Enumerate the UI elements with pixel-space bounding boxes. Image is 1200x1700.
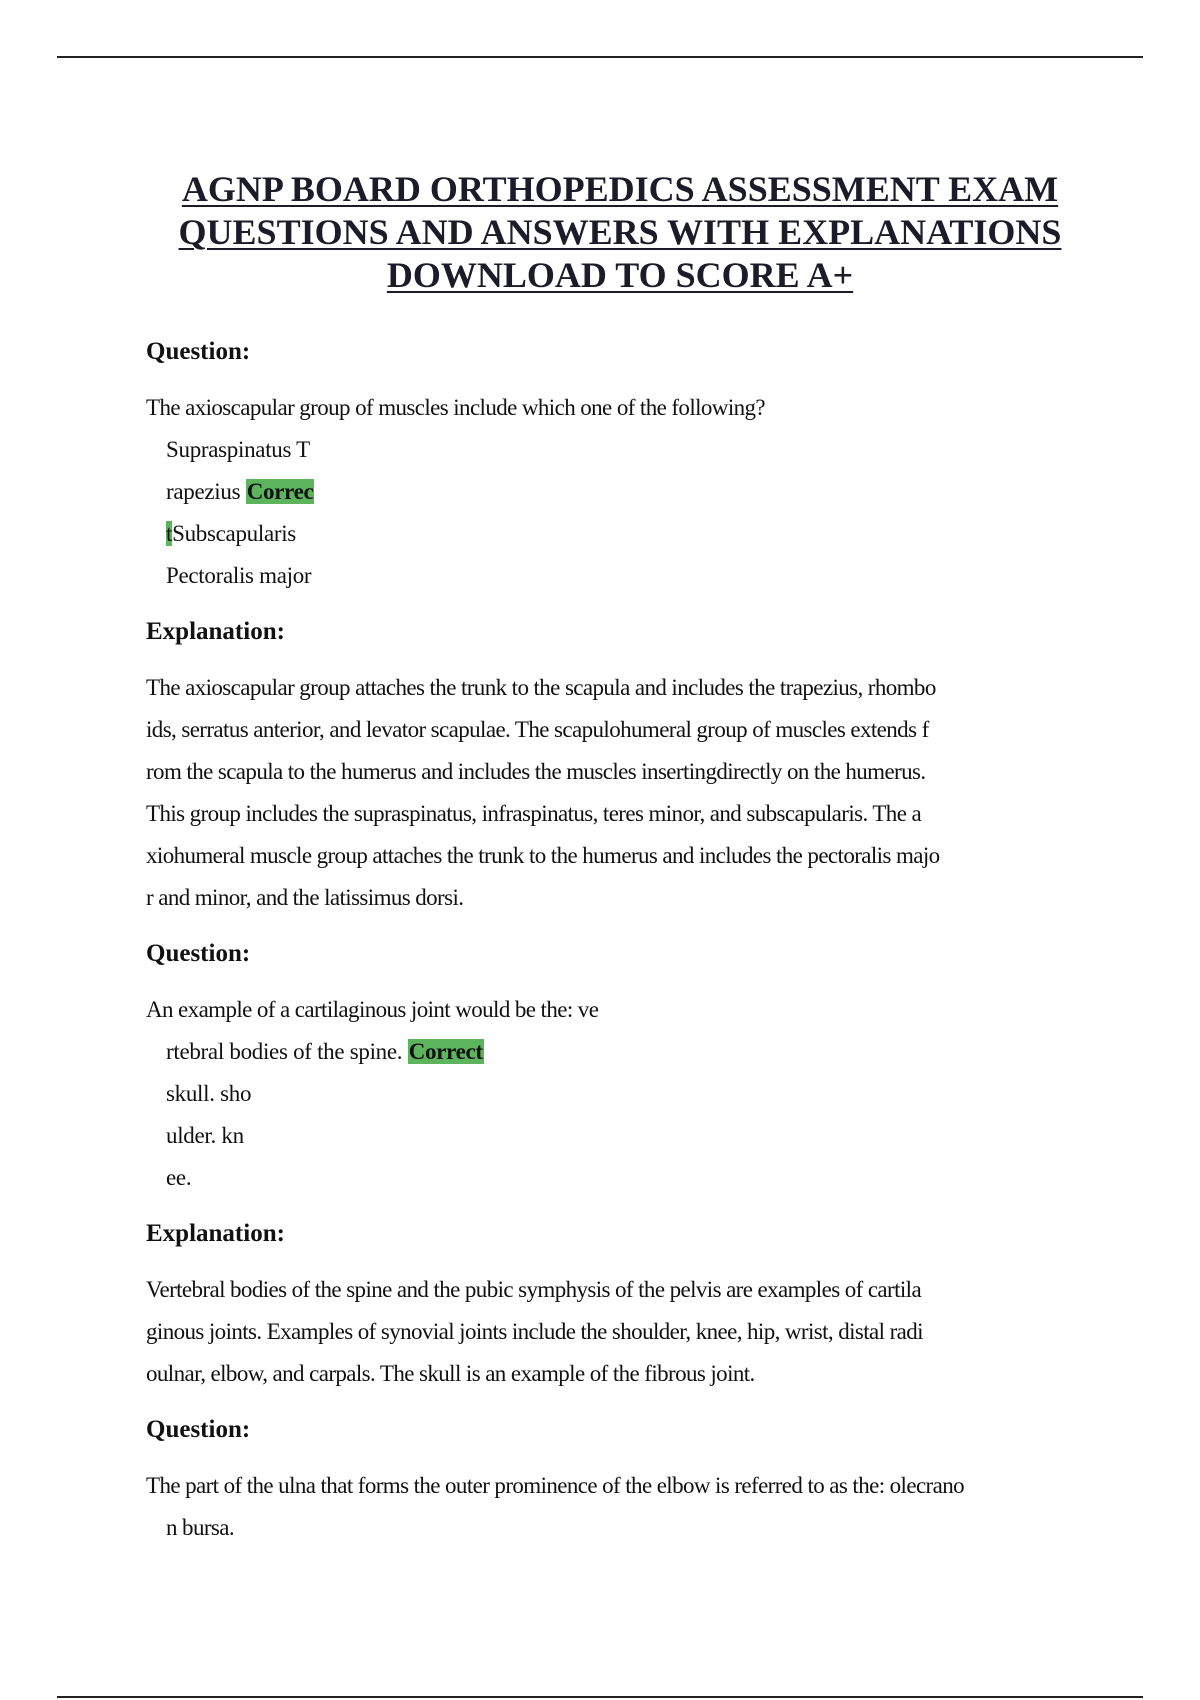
explanation-1-line-2: ids, serratus anterior, and levator scapulae. The scapulohumeral group of muscles extends f (146, 717, 929, 742)
question-heading-3: Question: (146, 1416, 251, 1443)
explanation-1-line-1: The axioscapular group attaches the trunk to the scapula and includes the trapezius, rhombo (146, 675, 936, 700)
top-rule (57, 56, 1143, 58)
document-body (146, 331, 1086, 1549)
question-1-option-2 (146, 471, 1086, 513)
title-line-1: AGNP BOARD ORTHOPEDICS ASSESSMENT EXAM (181, 169, 1059, 209)
explanation-1-line-3: rom the scapula to the humerus and includes the muscles insertingdirectly on the humerus. (146, 759, 926, 784)
question-1-option-3 (146, 513, 1086, 555)
correct-highlight: Correct (408, 1039, 483, 1064)
option-text: rtebral bodies of the spine. (166, 1039, 408, 1064)
explanation-1-line-5: xiohumeral muscle group attaches the trunk to the humerus and includes the pectoralis majo (146, 843, 940, 868)
explanation-heading-1: Explanation: (146, 618, 285, 645)
question-3-stem-line-1: The part of the ulna that forms the outer prominence of the elbow is referred to as the: olecrano (146, 1473, 965, 1498)
option-text: Subscapularis (172, 521, 296, 546)
question-1-stem: The axioscapular group of muscles include which one of the following? (146, 395, 766, 420)
question-2-option-3: ulder. kn (166, 1123, 244, 1148)
question-1-option-1: Supraspinatus T (166, 437, 310, 462)
title-line-2: QUESTIONS AND ANSWERS WITH EXPLANATIONS (178, 212, 1062, 252)
bottom-rule (57, 1696, 1143, 1698)
explanation-1-line-6: r and minor, and the latissimus dorsi. (146, 885, 464, 910)
explanation-2-line-2: ginous joints. Examples of synovial joints include the shoulder, knee, hip, wrist, distal radi (146, 1319, 923, 1344)
question-2-option-4: ee. (166, 1165, 192, 1190)
question-2-option-2: skull. sho (166, 1081, 252, 1106)
option-text: rapezius (166, 479, 246, 504)
document-title (0, 168, 1200, 297)
correct-highlight-tail: t (166, 521, 173, 546)
question-2-stem: An example of a cartilaginous joint would be the: ve (146, 997, 599, 1022)
explanation-1-line-4: This group includes the supraspinatus, infraspinatus, teres minor, and subscapularis. The a (146, 801, 922, 826)
title-line-3: DOWNLOAD TO SCORE A+ (386, 255, 854, 295)
explanation-2-line-1: Vertebral bodies of the spine and the pubic symphysis of the pelvis are examples of cartila (146, 1277, 922, 1302)
question-1-option-4: Pectoralis major (166, 563, 312, 588)
explanation-2-line-3: oulnar, elbow, and carpals. The skull is an example of the fibrous joint. (146, 1361, 755, 1386)
explanation-heading-2: Explanation: (146, 1220, 285, 1247)
correct-highlight: Correc (246, 479, 314, 504)
question-2-option-1 (146, 1031, 1086, 1073)
question-heading-1: Question: (146, 338, 251, 365)
question-3-stem-line-2: n bursa. (166, 1515, 235, 1540)
question-heading-2: Question: (146, 940, 251, 967)
